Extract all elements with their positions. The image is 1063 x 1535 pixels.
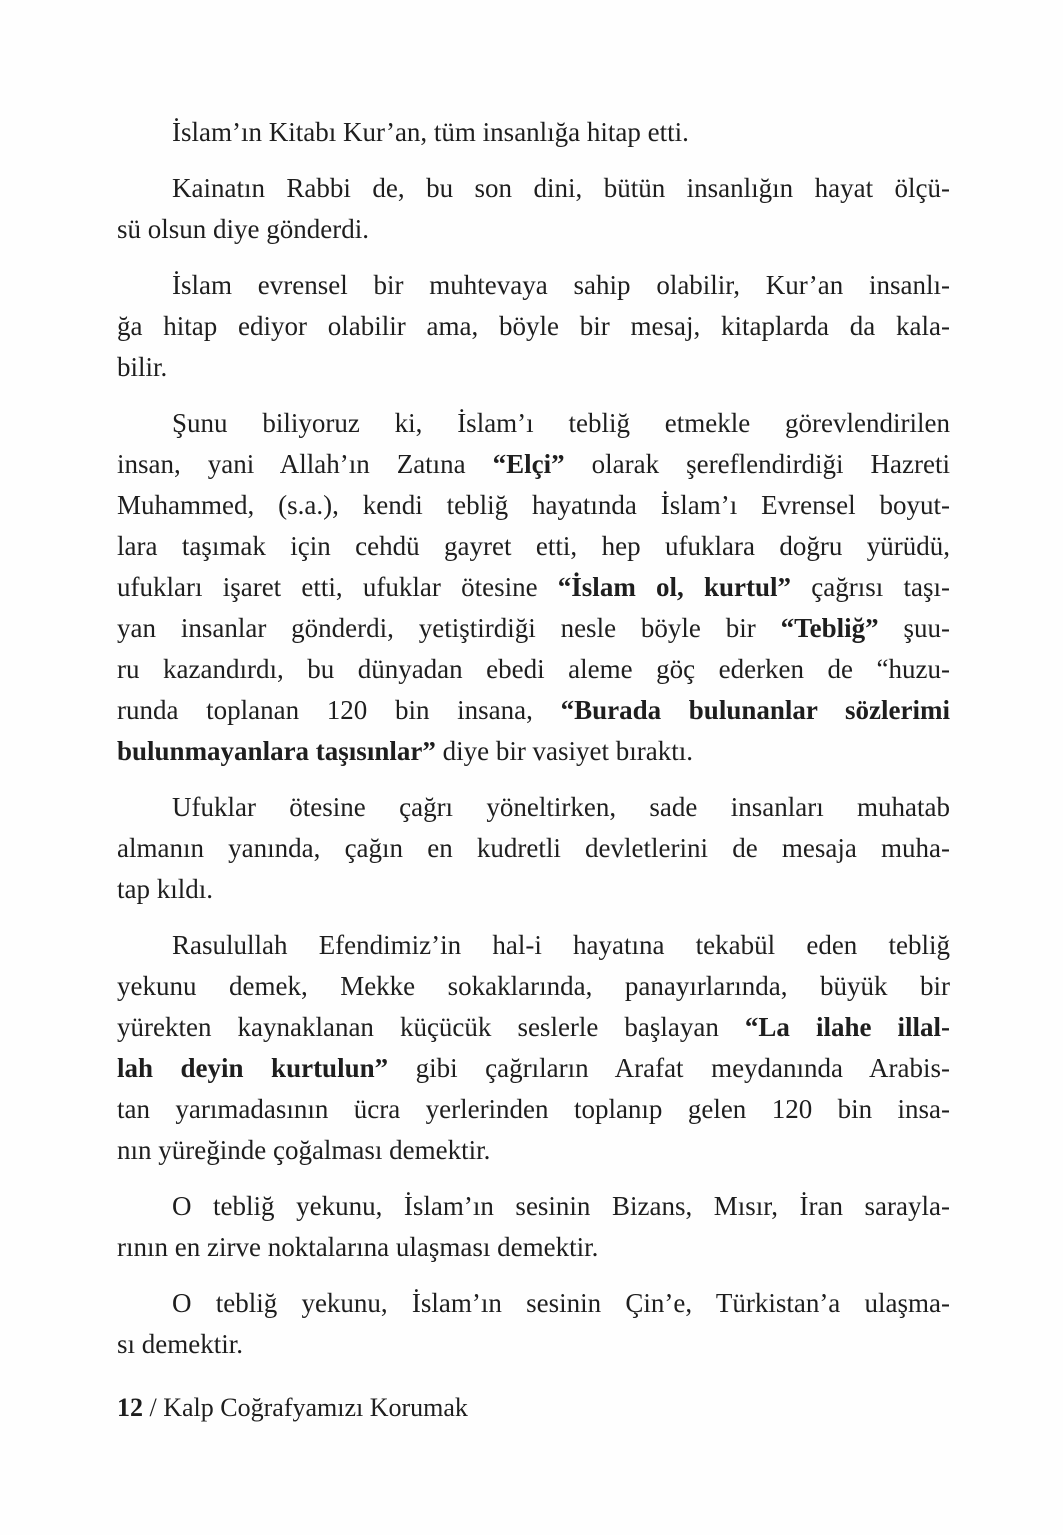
text-segment: yan insanlar gönderdi, yetiştirdiği nesle böyle bir — [117, 613, 781, 643]
text-line — [117, 403, 950, 444]
text-segment: ru kazandırdı, bu dünyadan ebedi aleme göç ederken de “huzu- — [117, 654, 950, 684]
book-title: Kalp Coğrafyamızı Korumak — [163, 1393, 468, 1422]
text-segment: yürekten kaynaklanan küçücük seslerle başlayan — [117, 1012, 745, 1042]
text-line — [117, 306, 950, 347]
paragraph — [117, 265, 950, 388]
text-line — [117, 485, 950, 526]
text-line — [117, 347, 950, 388]
text-line — [117, 649, 950, 690]
text-segment: lara taşımak için cehdü gayret etti, hep ufuklara doğru yürüdü, — [117, 531, 950, 561]
text-segment: tap kıldı. — [117, 874, 213, 904]
bold-text-segment: lah deyin kurtulun” — [117, 1053, 389, 1083]
text-line — [117, 112, 950, 153]
text-segment: şuu- — [878, 613, 950, 643]
text-line — [117, 1324, 950, 1365]
bold-text-segment: “Tebliğ” — [780, 613, 879, 643]
text-line — [117, 731, 950, 772]
bold-text-segment: “İslam ol, kurtul” — [557, 572, 792, 602]
paragraph — [117, 403, 950, 772]
paragraph — [117, 925, 950, 1171]
text-segment: ufukları işaret etti, ufuklar ötesine — [117, 572, 558, 602]
bold-text-segment: “Elçi” — [492, 449, 565, 479]
text-segment: ğa hitap ediyor olabilir ama, böyle bir mesaj, kitaplarda da kala- — [117, 311, 950, 341]
text-segment: Ufuklar ötesine çağrı yöneltirken, sade insanları muhatab — [172, 792, 950, 822]
page-number: 12 — [117, 1393, 143, 1422]
text-segment: almanın yanında, çağın en kudretli devletlerini de mesaja muha- — [117, 833, 950, 863]
text-segment: İslam’ın Kitabı Kur’an, tüm insanlığa hitap etti. — [172, 117, 689, 147]
page-footer — [117, 1392, 468, 1424]
text-segment: O tebliğ yekunu, İslam’ın sesinin Çin’e, Türkistan’a ulaşma- — [172, 1288, 950, 1318]
text-segment: Muhammed, (s.a.), kendi tebliğ hayatında İslam’ı Evrensel boyut- — [117, 490, 950, 520]
paragraph — [117, 1186, 950, 1268]
text-segment: çağrısı taşı- — [791, 572, 950, 602]
text-line — [117, 265, 950, 306]
text-segment: gibi çağrıların Arafat meydanında Arabis- — [388, 1053, 951, 1083]
bold-text-segment: “La ilahe illal- — [744, 1012, 950, 1042]
text-segment: İslam evrensel bir muhtevaya sahip olabilir, Kur’an insanlı- — [172, 270, 950, 300]
bold-text-segment: “Burada bulunanlar sözlerimi — [560, 695, 950, 725]
paragraph — [117, 168, 950, 250]
text-segment: insan, yani Allah’ın Zatına — [117, 449, 493, 479]
bold-text-segment: bulunmayanlara taşısınlar” — [117, 736, 436, 766]
text-line — [117, 168, 950, 209]
text-segment: Rasulullah Efendimiz’in hal-i hayatına tekabül eden tebliğ — [172, 930, 950, 960]
paragraph — [117, 1283, 950, 1365]
paragraph — [117, 112, 950, 153]
text-line — [117, 1048, 950, 1089]
text-block — [117, 112, 950, 1380]
text-segment: diye bir vasiyet bıraktı. — [435, 736, 694, 766]
text-line — [117, 608, 950, 649]
text-line — [117, 1186, 950, 1227]
text-line — [117, 787, 950, 828]
text-segment: nın yüreğinde çoğalması demektir. — [117, 1135, 491, 1165]
text-line — [117, 444, 950, 485]
text-line — [117, 1007, 950, 1048]
text-segment: bilir. — [117, 352, 168, 382]
text-line — [117, 690, 950, 731]
text-segment: O tebliğ yekunu, İslam’ın sesinin Bizans, Mısır, İran sarayla- — [172, 1191, 950, 1221]
text-line — [117, 1089, 950, 1130]
text-segment: olarak şereflendirdiği Hazreti — [564, 449, 951, 479]
text-line — [117, 869, 950, 910]
text-line — [117, 209, 950, 250]
text-segment: runda toplanan 120 bin insana, — [117, 695, 561, 725]
text-segment: sı demektir. — [117, 1329, 243, 1359]
text-line — [117, 567, 950, 608]
text-line — [117, 526, 950, 567]
text-segment: Kainatın Rabbi de, bu son dini, bütün insanlığın hayat ölçü- — [172, 173, 950, 203]
text-line — [117, 828, 950, 869]
text-line — [117, 966, 950, 1007]
text-segment: yekunu demek, Mekke sokaklarında, panayırlarında, büyük bir — [117, 971, 950, 1001]
text-segment: tan yarımadasının ücra yerlerinden toplanıp gelen 120 bin insa- — [117, 1094, 950, 1124]
paragraph — [117, 787, 950, 910]
footer-separator: / — [143, 1393, 164, 1422]
text-line — [117, 1227, 950, 1268]
text-segment: Şunu biliyoruz ki, İslam’ı tebliğ etmekle görevlendirilen — [172, 408, 950, 438]
text-line — [117, 1130, 950, 1171]
text-segment: sü olsun diye gönderdi. — [117, 214, 369, 244]
text-line — [117, 925, 950, 966]
text-line — [117, 1283, 950, 1324]
text-segment: rının en zirve noktalarına ulaşması demektir. — [117, 1232, 599, 1262]
